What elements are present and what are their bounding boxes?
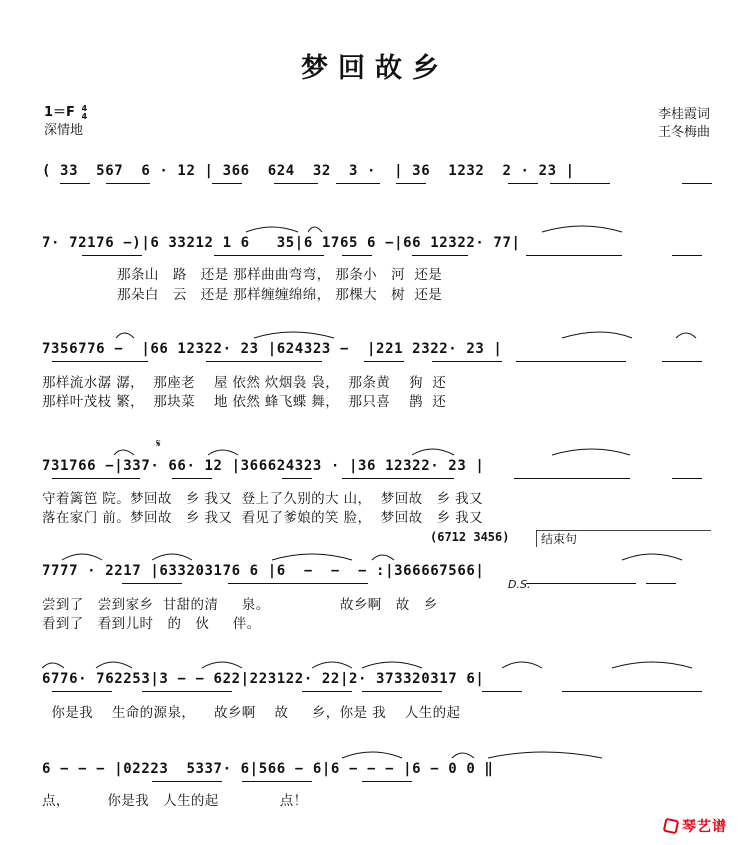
lyric-row-2-verse-2: 那朵白 云 还是 那样缠缠绵绵， 那棵大 树 还是 [42,287,443,303]
lyric-row-5-verse-1: 尝到了 尝到家乡 甘甜的清 泉。 故乡啊 故 乡 [42,597,438,613]
ending-bracket: 结束句 [536,530,711,547]
staff-line-3 [42,338,714,360]
staff-5-underlines [42,582,714,588]
staff-3-underlines [42,360,714,366]
dal-segno-mark: D.S. [508,578,531,591]
staff-line-4 [42,455,714,477]
staff-line-6 [42,668,714,690]
lyric-row-5-verse-2: 看到了 看到儿时 的 伙 伴。 [42,616,261,632]
staff-7-underlines [42,780,714,786]
time-top: 4 [81,103,88,113]
logo-mark-icon [663,818,680,835]
staff-7-notes: 6 − − − |02223 5337· 6|566 − 6|6 − − − |6 − 0 0 ‖ [42,761,494,777]
lyric-row-3-verse-2: 那样叶茂枝 繁， 那块菜 地 依然 蜂飞蝶 舞， 那只喜 鹊 还 [42,394,447,410]
lyric-row-4-verse-2: 落在家门 前。梦回故 乡 我又 看见了爹娘的笑 脸， 梦回故 乡 我又 [42,510,483,526]
lyric-row-7: 点， 你是我 人生的起 点！ [42,793,308,809]
segno-mark: 𝄋 [156,437,161,450]
staff-1-notes: ( 33 567 6 · 12 | 366 624 32 3 · | 36 1232 2 · 23 | [42,163,575,179]
site-logo [664,816,727,836]
song-title: 梦回故乡 [301,53,449,84]
key-signature [44,104,87,121]
alternate-notes: (6712 3456) [430,530,510,544]
staff-2-underlines [42,254,714,260]
composer-credit: 王冬梅曲 [657,125,710,140]
staff-5-notes: 7777 · 2217 |633203176 6 |6 − − − :|366667566| [42,563,485,579]
staff-1-underlines [42,182,714,188]
staff-6-underlines [42,690,714,696]
staff-line-5 [42,560,714,582]
staff-6-notes: 6776· 762253|3 − − 622|223122· 22|2· 373320317 6| [42,671,485,687]
staff-3-notes: 7356776 − |66 12322· 23 |624323 − |221 2322· 23 | [42,341,503,357]
staff-line-2 [42,232,714,254]
staff-2-notes: 7· 72176 −)|6 33212 1 6 35|6 1765 6 −|66 12322· 77| [42,235,521,251]
lyric-row-4-verse-1: 守着篱笆 院。梦回故 乡 我又 登上了久别的大 山， 梦回故 乡 我又 [42,491,483,507]
lyric-row-2-verse-1: 那条山 路 还是 那样曲曲弯弯， 那条小 河 还是 [42,267,443,283]
staff-line-1 [42,160,714,182]
tempo-mood: 深情地 [44,123,84,138]
staff-line-7 [42,758,714,780]
time-bottom: 4 [81,111,88,121]
time-signature [81,105,87,121]
lyric-row-3-verse-1: 那样流水潺 潺， 那座老 屋 依然 炊烟袅 袅， 那条黄 狗 还 [42,375,447,391]
key-label: 1＝F [44,105,75,120]
lyric-row-6: 你是我 生命的源泉， 故乡啊 故 乡，你是 我 人生的起 [42,705,461,721]
logo-text: 琴艺谱 [682,819,727,835]
staff-4-notes: 731766 −|337· 66· 12 |366624323 · |36 12322· 23 | [42,458,485,474]
staff-4-underlines [42,477,714,483]
lyricist-credit: 李桂霞词 [657,107,710,122]
